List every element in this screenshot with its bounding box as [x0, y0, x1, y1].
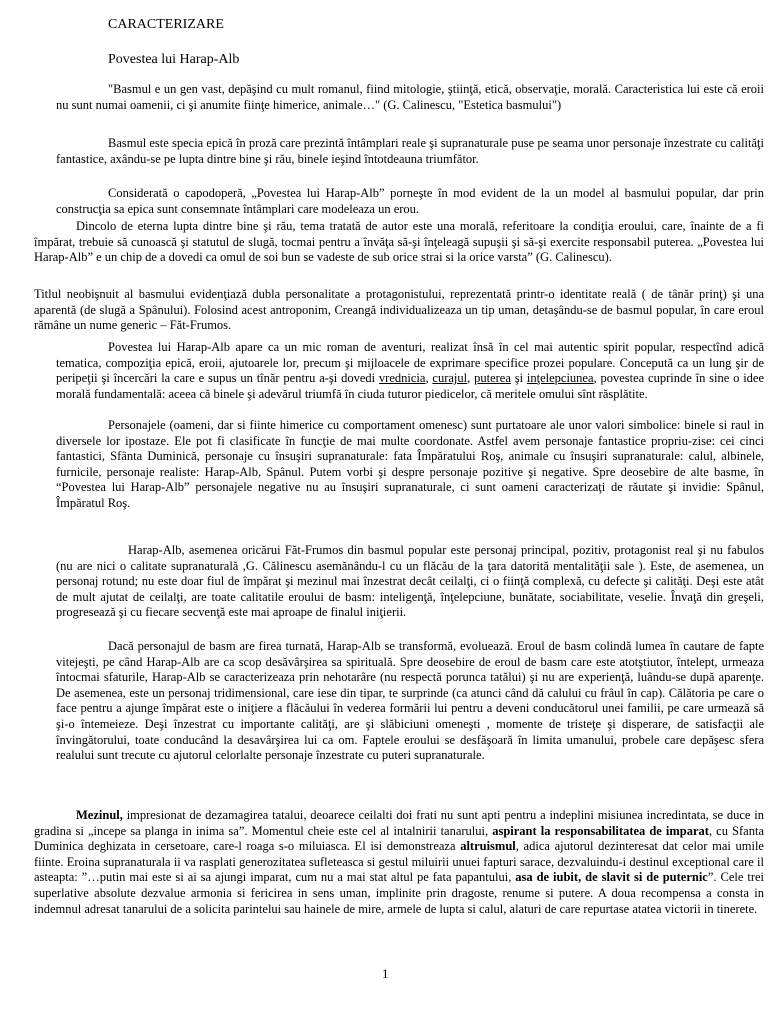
p10-text-1: impresionat de dezamagirea tatalui, deoarece ceilalti doi frati nu sunt apti pentru a indeplini misiunea incredintata, se duce in gradina si „incepe sa planga in inima sa”. Momentul cheie este cel al intalnirii tanarului, — [34, 808, 764, 838]
p6-sep-1: , — [425, 371, 433, 386]
paragraph-evolutie: Dacă personajul de basm are firea turnată, Harap-Alb se transformă, evoluează. Eroul de basm colindă lumea în cautare de fapte vitejeşti, pe când Harap-Alb are ca scop desăvârşirea sa spirituală. Spre deosebire de eroul de basm care este atotştiutor, întelept, urmeaza întocmai sfaturile, Harap-Alb se caracterizeaza prin nehotarâre (nu respectă porunca tatălui) şi nu are experienţă, luându-se după aparenţe. De asemenea, este un personaj tridimensional, care iese din tipar, te surprinde (ca atunci când dă calului cu frâul în cap). Călătoria pe care o face pentru a ajunge împărat este o iniţiere a flăcăului în vederea formării lui pentru a deveni conducătorul unei familii, pe care urmează să şi-o întemeieze. Deşi înzestrat cu importante calităţi, are şi slăbiciuni omeneşti , momente de tristeţe şi disperare, de satisfacţii ale învingătorului, toate conducând la desavârşirea lui ca om. Faptele eroului se desfăşoară în limita umanului, probele care depăşesc sfera realului sunt trecute cu ajutorul celorlalte personaje înzestrate cu puteri supranaturale. — [56, 639, 764, 763]
p6-sep-3: şi — [510, 371, 527, 386]
paragraph-definition: Basmul este specia epică în proză care prezintă întâmplari reale şi supranaturale puse pe seama unor personaje înzestrate cu calităţi fantastice, axându-se pe lupta dintre bine şi rău, binele ieşind întotdeauna triumfător. — [56, 136, 764, 166]
p10-text-3: , adica ajutorul dezinteresat dat celor mai umile fiinte. Eroina supranaturala ii va rasplati generozitatea sufleteasca si gestul miluirii unuei fapturi sarace, dezvaluindu-i destinul exceptional care il asteapta: ”…putin mai este si ai sa ajungi imparat, cum nu a mai stat altul pe fata papantului, — [34, 839, 764, 885]
p10-text-4: ”. Cele trei superlative absolute dezvalue armonia si fericirea in sens uman, implinite prin dragoste, renume si putere. A doua recompensa a consta in indemnul adresat tanarului de a solicita parintelui sau hainele de mire, armele de lupta si calul, alaturi de care repurtase atatea victorii in tinerete. — [34, 870, 765, 916]
p6-text-b: , povestea cuprinde în sine o idee morală fundamentală: aceea că binele şi adevărul triumfă în ciuda tuturor piedicelor, că meritele omului sînt răsplătite. — [56, 371, 765, 401]
paragraph-harap-alb: Harap-Alb, asemenea oricărui Făt-Frumos din basmul popular este personaj principal, pozitiv, protagonist real şi nu fabulos (nu are nici o calitate supranaturală ,G. Călinescu asemănându-l cu un flăcău de la ţara datorită mentalităţii sale ). Este, de asemenea, un personaj rotund; nu este doar fiul de împărat şi mezinul mai înzestrat decât ceilalţi, ci o fiinţă complexă, cu defecte şi calităţi. Deşi este atât de mult ajutat de ceilalţi, are toate calitatile eroului de basm: inteligenţă, înţelepciune, bunătate, sociabilitate, veselie. Învaţă din greşeli, progresează şi cu fiecare secvenţă este mai aproape de finalul iniţierii. — [56, 543, 764, 620]
paragraph-quote: "Basmul e un gen vast, depăşind cu mult romanul, fiind mitologie, ştiinţă, etică, observaţie, morală. Caracteristica lui este că eroii nu sunt numai oamenii, ci şi anumite fiinţe himerice, animale…" (G. Calinescu, "Estetica basmului") — [56, 82, 764, 112]
p6-sep-2: , — [467, 371, 475, 386]
underlined-vrednicia: vrednicia — [378, 371, 426, 386]
paragraph-titlu: Titlul neobişnuit al basmului evidenţiază dubla personalitate a protagonistului, reprezentată printr-o identitate reală ( de tânăr prinţ) şi una aparentă (de slugă a Spânului). Folosind acest antroponim, Creangă individualizeaza un tip uman, detaşându-se de basmul popular, în care eroul rămâne un nume generic – Făt-Frumos. — [34, 287, 764, 333]
bold-superlative: asa de iubit, de slavit si de puternic — [515, 870, 708, 885]
underlined-intelepciunea: inţelepciunea — [526, 371, 594, 386]
paragraph-personaje: Personajele (oameni, dar si fiinte himerice cu comportament omenesc) sunt purtatoare ale unor valori simbolice: binele si raul in diversele lor ipostaze. Ele pot fi clasificate în funcţie de mai multe coordonate. Astfel avem personaje fantastice propriu-zise: cei cinci fantastici, Sfânta Duminică, personaje cu însuşiri supranaturale: fata Împăratului Roş, animale cu însuşiri supranaturale: calul, albinele, furnicile, personaje realiste: Harap-Alb, Spânul. Putem vorbi şi despre personaje pozitive şi negative. Spre deosebire de alte basme, în “Povestea lui Harap-Alb” personajele negative nu au însuşiri supranaturale, ci sunt oameni caracterizaţi de răutate şi invidie: Spânul, Împăratul Roş. — [56, 418, 764, 510]
page-number: 1 — [382, 966, 389, 981]
underlined-puterea: puterea — [474, 371, 511, 386]
bold-mezinul: Mezinul, — [76, 808, 123, 822]
bold-aspirant: aspirant la responsabilitatea de imparat — [492, 823, 709, 838]
paragraph-capodopera: Considerată o capodoperă, „Povestea lui Harap-Alb” porneşte în mod evident de la un model al basmului popular, dar prin construcţia sa epica sunt consemnate întâmplari care modeleaza un erou. — [56, 186, 764, 216]
document-title: CARACTERIZARE — [108, 17, 224, 32]
bold-altruismul: altruismul — [460, 839, 516, 854]
paragraph-mezinul — [34, 808, 764, 917]
p6-text-a: Povestea lui Harap-Alb apare ca un mic roman de aventuri, realizat însă în cel mai autentic spirit popular, respectînd adică tematica, compoziţia epică, eroii, ajutoarele lor, precum şi mijloacele de exprimare specifice prozei populare. Concepută ca un lung şir de peripeţii şi încercări la care e supus un tînăr pentru a-şi dovedi — [56, 340, 764, 386]
underlined-curajul: curajul — [432, 371, 468, 386]
paragraph-roman-aventuri — [56, 340, 764, 402]
paragraph-tema: Dincolo de eterna lupta dintre bine şi rău, tema tratată de autor este una morală, referitoare la condiţia eroului, care, înainte de a fi împărat, trebuie să cunoască şi statutul de slugă, tocmai pentru a învăţa să-şi înţeleagă supuşii şi să-şi exercite responsabil puterea. „Povestea lui Harap-Alb” e un chip de a dovedi ca omul de soi bun se vadeste de sub orice strai si la orice varsta” (G. Calinescu). — [34, 219, 764, 265]
document-subtitle: Povestea lui Harap-Alb — [108, 52, 240, 67]
p10-text-2: , cu Sfanta Duminica deghizata in cersetoare, care-l roaga s-o miluiasca. El isi demonstreaza — [34, 823, 764, 854]
